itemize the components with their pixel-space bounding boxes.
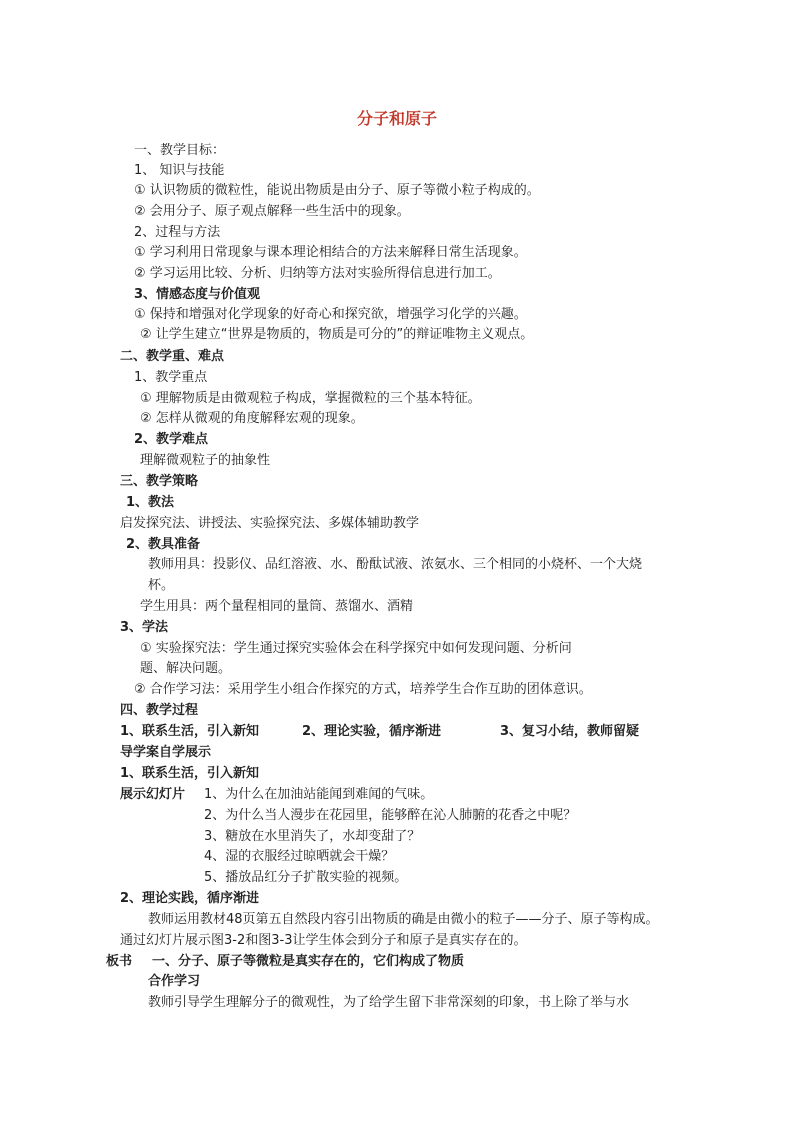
- slide-question-1: 1、为什么在加油站能闻到难闻的气味。: [204, 787, 434, 802]
- part2-text-line2: 通过幻灯片展示图3-2和图3-3让学生体会到分子和原子是真实存在的。: [120, 933, 527, 948]
- key1-heading: 1、教学重点: [134, 370, 208, 385]
- process-step-b: 2、理论实验，循序渐进: [302, 724, 442, 739]
- coop-heading: 合作学习: [148, 974, 201, 989]
- part2-text-line1: 教师运用教材48页第五自然段内容引出物质的确是由微小的粒子——分子、原子等构成。: [148, 912, 659, 927]
- part2-heading: 2、理论实践，循序渐进: [120, 891, 260, 906]
- goal2-heading: 2、过程与方法: [134, 225, 221, 240]
- tools-heading: 2、教具准备: [126, 537, 201, 552]
- goal3-item2: ② 让学生建立“世界是物质的，物质是可分的”的辩证唯物主义观点。: [140, 327, 534, 342]
- goal1-item1: ① 认识物质的微粒性，能说出物质是由分子、原子等微小粒子构成的。: [134, 183, 540, 198]
- learning-item1-line1: ① 实验探究法：学生通过探究实验体会在科学探究中如何发现问题、分析问: [140, 641, 572, 656]
- process-heading: 四、教学过程: [120, 703, 199, 718]
- strategy-heading: 三、教学策略: [120, 474, 199, 489]
- teacher-tools-line1: 教师用具：投影仪、品红溶液、水、酚酞试液、浓氨水、三个相同的小烧杯、一个大烧: [148, 557, 643, 572]
- teacher-tools-line2: 杯。: [148, 578, 175, 593]
- slide-question-4: 4、湿的衣服经过晾晒就会干燥？: [204, 849, 395, 864]
- process-step-d: 导学案自学展示: [120, 745, 212, 760]
- method-heading: 1、教法: [126, 495, 175, 510]
- goal2-item2: ② 学习运用比较、分析、归纳等方法对实验所得信息进行加工。: [134, 266, 501, 281]
- process-step-a: 1、联系生活，引入新知: [120, 724, 260, 739]
- goal3-item1: ① 保持和增强对化学现象的好奇心和探究欲，增强学习化学的兴趣。: [134, 307, 527, 322]
- coop-text: 教师引导学生理解分子的微观性，为了给学生留下非常深刻的印象，书上除了举与水: [148, 995, 630, 1010]
- key1-item2: ② 怎样从微观的角度解释宏观的现象。: [140, 411, 364, 426]
- goal3-heading: 3、情感态度与价值观: [134, 287, 261, 302]
- goals-heading: 一、教学目标：: [134, 143, 226, 158]
- student-tools: 学生用具：两个量程相同的量筒、蒸馏水、酒精: [140, 599, 414, 614]
- slide-question-2: 2、为什么当人漫步在花园里，能够醉在沁人肺腑的花香之中呢？: [204, 808, 577, 823]
- key1-item1: ① 理解物质是由微观粒子构成，掌握微粒的三个基本特征。: [140, 391, 481, 406]
- method-text: 启发探究法、讲授法、实验探究法、多媒体辅助教学: [120, 516, 420, 531]
- slide-question-5: 5、播放品红分子扩散实验的视频。: [204, 870, 408, 885]
- goal1-item2: ② 会用分子、原子观点解释一些生活中的现象。: [134, 204, 410, 219]
- key2-text: 理解微观粒子的抽象性: [140, 453, 271, 468]
- page-title: 分子和原子: [356, 109, 437, 128]
- goal2-item1: ① 学习利用日常现象与课本理论相结合的方法来解释日常生活现象。: [134, 245, 527, 260]
- process-step-c: 3、复习小结，教师留疑: [500, 724, 640, 739]
- part1-heading: 1、联系生活，引入新知: [120, 766, 260, 781]
- key2-heading: 2、教学难点: [134, 432, 209, 447]
- board-text: 一、分子、原子等微粒是真实存在的，它们构成了物质: [152, 954, 465, 969]
- learning-item2: ② 合作学习法：采用学生小组合作探究的方式，培养学生合作互助的团体意识。: [134, 682, 592, 697]
- slide-label: 展示幻灯片: [120, 787, 186, 802]
- slide-question-3: 3、糖放在水里消失了，水却变甜了？: [204, 829, 421, 844]
- goal1-heading: 1、 知识与技能: [134, 163, 225, 178]
- learning-method-heading: 3、学法: [120, 620, 169, 635]
- learning-item1-line2: 题、解决问题。: [140, 661, 232, 676]
- board-label: 板书: [106, 954, 133, 969]
- key-heading: 二、教学重、难点: [120, 349, 225, 364]
